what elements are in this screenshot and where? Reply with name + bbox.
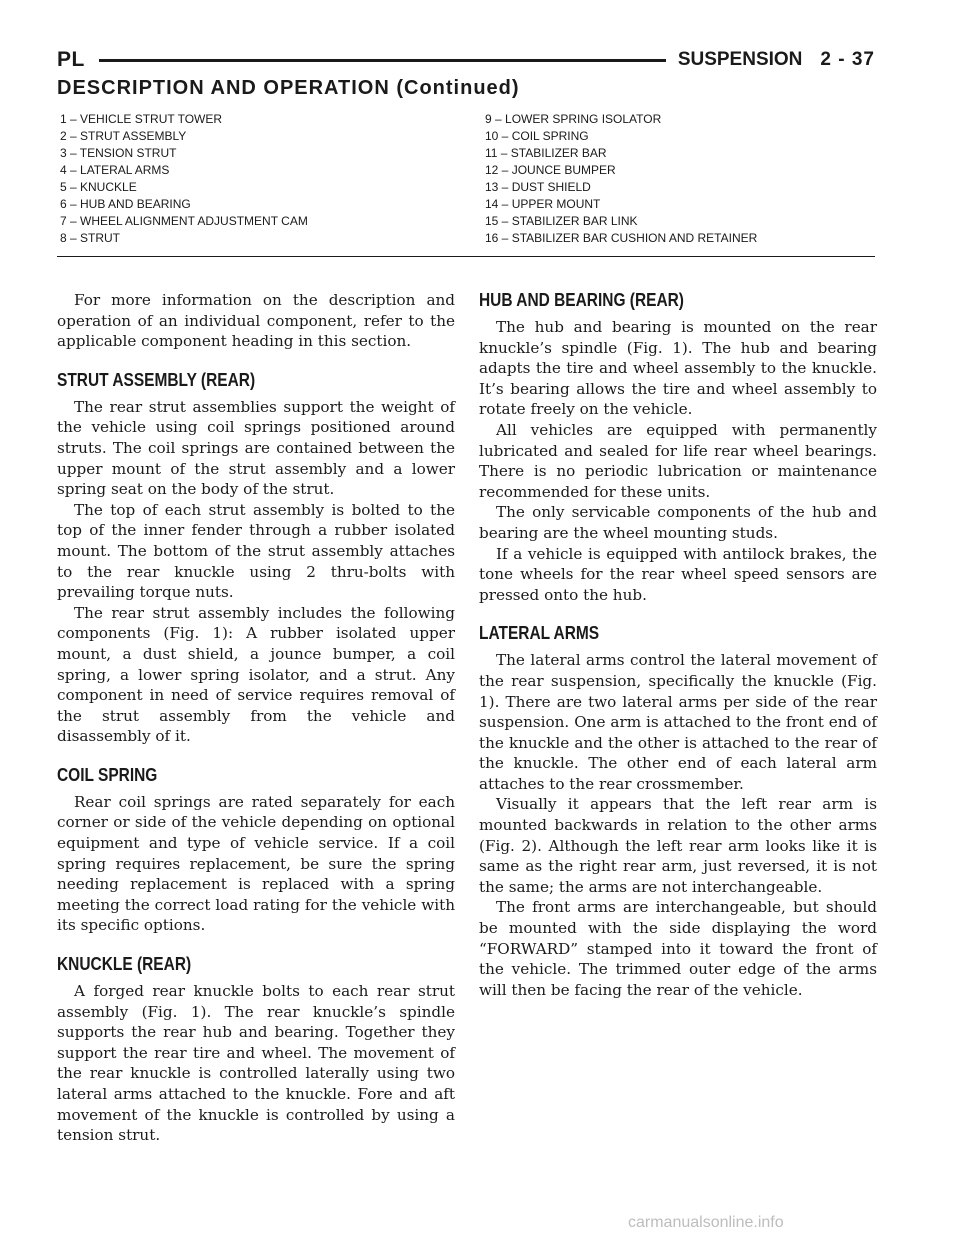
body-paragraph: The hub and bearing is mounted on the rear knuckle’s spindle (Fig. 1). The hub and bearing adapts the tire and wheel assembly to the knuckle. It’s bearing allows the tire and wheel assembly to rotate freely on the vehicle.	[479, 318, 877, 419]
page-number: 2 - 37	[820, 49, 875, 70]
strut-assembly-heading: STRUT ASSEMBLY (REAR)	[57, 369, 256, 390]
legend-item: 8 – STRUT	[60, 231, 121, 245]
legend-item: 3 – TENSION STRUT	[60, 146, 177, 160]
body-paragraph: All vehicles are equipped with permanently lubricated and sealed for life rear wheel bearings. There is no periodic lubrication or maintenance recommended for these units.	[479, 420, 877, 501]
legend-item: 5 – KNUCKLE	[60, 180, 137, 194]
section-heading: DESCRIPTION AND OPERATION (Continued)	[57, 77, 520, 99]
legend-column-left	[60, 111, 308, 247]
body-paragraph: The top of each strut assembly is bolted to the top of the inner fender through a rubber isolated mount. The bottom of the strut assembly attaches to the rear knuckle using 2 thru-bolts with prevailing torque nuts.	[57, 500, 455, 602]
legend-item: 14 – UPPER MOUNT	[485, 197, 601, 211]
legend-item: 11 – STABILIZER BAR	[485, 146, 607, 160]
body-paragraph: The lateral arms control the lateral movement of the rear suspension, specifically the knuckle (Fig. 1). There are two lateral arms per side of the rear suspension. One arm is attached to the front end of the knuckle and the other is attached to the rear of the knuckle. The other end of each lateral arm attaches to the rear crossmember.	[479, 651, 877, 793]
body-paragraph: The only servicable components of the hub and bearing are the wheel mounting studs.	[479, 503, 877, 542]
body-paragraph: A forged rear knuckle bolts to each rear strut assembly (Fig. 1). The rear knuckle’s spindle supports the rear hub and bearing. Together they support the rear tire and wheel. The movement of the rear knuckle is controlled laterally using two lateral arms attached to the knuckle. Fore and aft movement of the knuckle is controlled by using a tension strut.	[57, 982, 455, 1145]
lateral-arms-heading: LATERAL ARMS	[479, 623, 600, 644]
legend-item: 1 – VEHICLE STRUT TOWER	[60, 112, 223, 126]
page-header	[57, 46, 875, 74]
legend-item: 10 – COIL SPRING	[485, 129, 589, 143]
intro-paragraph: For more information on the description and operation of an individual component, refer to the applicable component heading in this section.	[57, 291, 455, 351]
body-paragraph: Rear coil springs are rated separately for each corner or side of the vehicle depending on optional equipment and type of vehicle service. If a coil spring requires replacement, be sure the spring needing replacement is replaced with a spring meeting the correct load rating for the vehicle with its specific options.	[57, 792, 455, 935]
body-paragraph: If a vehicle is equipped with antilock brakes, the tone wheels for the rear wheel speed sensors are pressed onto the hub.	[479, 544, 877, 604]
body-paragraph: The rear strut assemblies support the weight of the vehicle using coil springs positioned around struts. The coil springs are contained between the upper mount of the strut assembly and a lower spring seat on the body of the strut.	[57, 397, 455, 499]
legend-item: 12 – JOUNCE BUMPER	[485, 163, 616, 177]
legend-item: 9 – LOWER SPRING ISOLATOR	[485, 112, 662, 126]
legend-divider	[57, 256, 875, 257]
right-column	[479, 290, 877, 1000]
legend-item: 7 – WHEEL ALIGNMENT ADJUSTMENT CAM	[60, 214, 308, 228]
left-column	[57, 290, 455, 1146]
watermark: carmanualsonline.info	[628, 1214, 784, 1231]
manual-code: PL	[57, 48, 85, 71]
section-name: SUSPENSION	[677, 49, 803, 70]
body-paragraph: The front arms are interchangeable, but should be mounted with the side displaying the word “FORWARD” stamped into it toward the front of the vehicle. The trimmed outer edge of the arms will then be facing the rear of the vehicle.	[479, 898, 877, 999]
hub-bearing-heading: HUB AND BEARING (REAR)	[479, 290, 684, 310]
legend-item: 2 – STRUT ASSEMBLY	[60, 129, 187, 143]
knuckle-heading: KNUCKLE (REAR)	[57, 954, 192, 975]
legend-item: 15 – STABILIZER BAR LINK	[485, 214, 638, 228]
legend-item: 6 – HUB AND BEARING	[60, 197, 191, 211]
body-paragraph: The rear strut assembly includes the following components (Fig. 1): A rubber isolated upper mount, a dust shield, a jounce bumper, a coil spring, a lower spring isolator, and a strut. Any component in need of service requires removal of the strut assembly from the vehicle and disassembly of it.	[57, 603, 455, 746]
header-rule	[99, 59, 666, 62]
legend-item: 16 – STABILIZER BAR CUSHION AND RETAINER	[485, 231, 758, 245]
legend-column-right	[485, 111, 757, 247]
body-paragraph: Visually it appears that the left rear arm is mounted backwards in relation to the other arms (Fig. 2). Although the left rear arm looks like it is same as the right rear arm, just reversed, it is not the same; the arms are not interchangeable.	[479, 795, 877, 896]
coil-spring-heading: COIL SPRING	[57, 764, 158, 785]
legend-item: 13 – DUST SHIELD	[485, 180, 591, 194]
legend-item: 4 – LATERAL ARMS	[60, 163, 170, 177]
